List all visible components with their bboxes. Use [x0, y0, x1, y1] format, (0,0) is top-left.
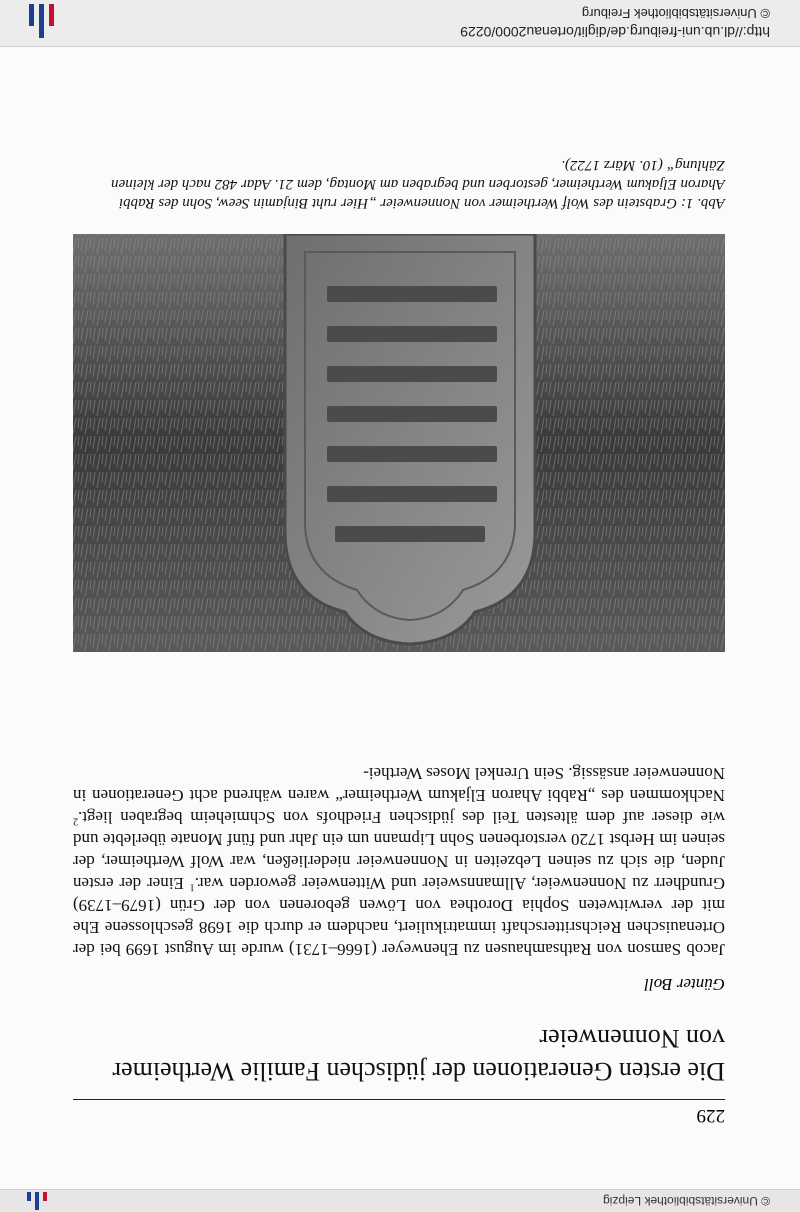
- library-footer-bar: [0, 0, 800, 47]
- page-number: 229: [696, 1105, 725, 1126]
- header-rule: [73, 1099, 725, 1100]
- gravestone-photo: [73, 234, 725, 652]
- library-header-bar: [0, 1189, 800, 1212]
- article-body: Jacob Samson von Rathsamhausen zu Ehenweyer (1666–1731) wurde im August 1699 bei der Ortenauischen Reichsritterschaft immatrikuliert, nachdem er durch die 1698 geschlossene Ehe mit der verwitweten Sophia Dorothea von Löwen geborenen von der Grün (1679–1739) Grundherr zu Nonnenweier, Allmannsweier und Wittenweier geworden war.$^1$ Einer der ersten Juden, die sich zu seinen Lebzeiten in Nonnenweier niederließen, war Wolf Wertheimer, der seinen im Herbst 1720 verstorbenen Sohn Lipmann um ein Jahr und fünf Monate überlebte und wie dieser auf dem ältesten Teil des jüdischen Friedhofs von Schmieheim begraben liegt.$^2$ Nachkommen des „Rabbi Aharon Eljakum Wertheimer“ waren während acht Generationen in Nonnenweier ansässig. Sein Urenkel Moses Werthei-: [73, 764, 725, 959]
- library-logo-icon: [22, 4, 62, 38]
- library-logo-icon: [22, 1192, 52, 1210]
- article-author: Günter Boll: [644, 975, 725, 994]
- gravestone-illustration: [73, 234, 725, 652]
- copyright-note: © Universitätsbibliothek Freiburg: [581, 6, 770, 21]
- library-watermark: © Universitätsbibliothek Leipzig: [603, 1194, 770, 1208]
- source-url[interactable]: http://dl.ub.uni-freiburg.de/diglit/ortenau2000/0229: [460, 24, 770, 40]
- article-title: Die ersten Generationen der jüdischen Familie Wertheimer von Nonnenweier: [112, 1024, 725, 1086]
- figure-caption: Abb. 1: Grabstein des Wolf Wertheimer von Nonnenweier „Hier ruht Binjamin Seew, Sohn des Rabbi Aharon Eljakum Wertheimer, gestorben und begraben am Montag, dem 21. Adar 482 nach der kleinen Zählung“ (10. März 1722).: [111, 157, 725, 211]
